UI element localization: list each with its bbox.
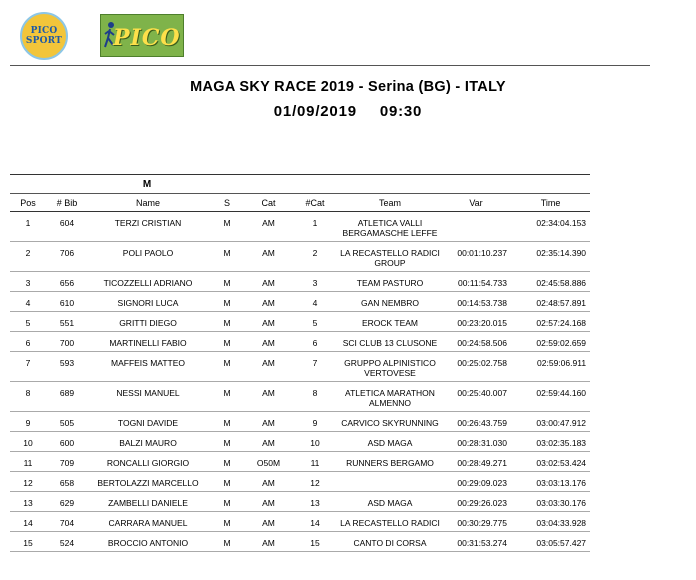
cell-name: MARTINELLI FABIO <box>109 338 187 348</box>
cell-catpos: 11 <box>310 458 320 468</box>
cell-cat: AM <box>262 498 275 508</box>
cell-var: 00:29:26.023 <box>457 498 507 508</box>
cell-bib: 610 <box>59 298 75 308</box>
cell-pos: 4 <box>25 298 31 308</box>
table-row <box>10 382 590 412</box>
cell-catpos: 10 <box>310 438 320 448</box>
cell-pos: 12 <box>23 478 33 488</box>
cell-var: 00:14:53.738 <box>457 298 507 308</box>
cell-time: 02:48:57.891 <box>536 298 587 308</box>
cell-team: ASD MAGA <box>367 498 413 508</box>
cell-var: 00:28:31.030 <box>457 438 507 448</box>
cell-name: RONCALLI GIORGIO <box>106 458 190 468</box>
cell-pos: 2 <box>25 248 31 258</box>
column-header-bib: # Bib <box>46 194 88 212</box>
cell-bib: 704 <box>59 518 75 528</box>
cell-catpos: 8 <box>312 388 318 398</box>
cell-team: GRUPPO ALPINISTICO VERTOVESE <box>344 358 436 378</box>
cell-s: M <box>223 538 231 548</box>
table-row <box>10 492 590 512</box>
logo-word: PICO <box>113 25 181 51</box>
cell-bib: 629 <box>59 498 75 508</box>
cell-cat: AM <box>262 218 275 228</box>
cell-cat: O50M <box>256 458 281 468</box>
pico-logo <box>100 14 184 57</box>
cell-team: CANTO DI CORSA <box>353 538 427 548</box>
cell-team: ASD MAGA <box>367 438 413 448</box>
cell-name: POLI PAOLO <box>122 248 174 258</box>
cell-time: 02:59:02.659 <box>536 338 587 348</box>
cell-pos: 11 <box>23 458 33 468</box>
cell-cat: AM <box>262 478 275 488</box>
cell-cat: AM <box>262 278 275 288</box>
table-row <box>10 412 590 432</box>
cell-bib: 524 <box>59 538 75 548</box>
cell-var: 00:24:58.506 <box>457 338 507 348</box>
cell-name: TERZI CRISTIAN <box>114 218 182 228</box>
cell-cat: AM <box>262 248 275 258</box>
cell-pos: 9 <box>25 418 31 428</box>
cell-cat: AM <box>262 538 275 548</box>
cell-cat: AM <box>262 358 275 368</box>
results-table <box>10 174 590 552</box>
table-row <box>10 452 590 472</box>
cell-cat: AM <box>262 518 275 528</box>
cell-time: 02:34:04.153 <box>536 218 587 228</box>
column-header-var: Var <box>441 194 511 212</box>
cell-pos: 8 <box>25 388 31 398</box>
cell-team: ATLETICA VALLI BERGAMASCHE LEFFE <box>342 218 438 238</box>
cell-name: MAFFEIS MATTEO <box>111 358 185 368</box>
cell-time: 03:02:53.424 <box>536 458 587 468</box>
cell-cat: AM <box>262 298 275 308</box>
cell-name: BROCCIO ANTONIO <box>107 538 189 548</box>
column-header-team: Team <box>339 194 441 212</box>
cell-catpos: 6 <box>312 338 318 348</box>
cell-time: 02:59:06.911 <box>537 358 587 368</box>
cell-bib: 656 <box>59 278 75 288</box>
cell-bib: 706 <box>59 248 75 258</box>
cell-var: 00:11:54.733 <box>458 278 507 288</box>
cell-team: GAN NEMBRO <box>360 298 420 308</box>
table-row <box>10 512 590 532</box>
pico-sport-logo <box>20 12 68 60</box>
table-row <box>10 292 590 312</box>
cell-team: CARVICO SKYRUNNING <box>341 418 439 428</box>
cell-bib: 551 <box>59 318 75 328</box>
cell-bib: 593 <box>59 358 75 368</box>
cell-time: 03:02:35.183 <box>536 438 587 448</box>
cell-var <box>441 212 511 242</box>
table-row <box>10 272 590 292</box>
cell-name: GRITTI DIEGO <box>119 318 177 328</box>
cell-pos: 10 <box>23 438 33 448</box>
cell-bib: 604 <box>59 218 75 228</box>
cell-var: 00:25:40.007 <box>457 388 507 398</box>
cell-cat: AM <box>262 318 275 328</box>
header-divider <box>10 65 650 66</box>
cell-team <box>339 472 441 492</box>
cell-s: M <box>223 438 231 448</box>
cell-var: 00:26:43.759 <box>457 418 507 428</box>
cell-s: M <box>223 358 231 368</box>
cell-s: M <box>223 298 231 308</box>
logo-text-line1: PICO <box>30 26 58 36</box>
column-header-pos: Pos <box>10 194 46 212</box>
cell-pos: 15 <box>23 538 33 548</box>
cell-catpos: 12 <box>310 478 320 488</box>
cell-name: BERTOLAZZI MARCELLO <box>97 478 199 488</box>
cell-var: 00:23:20.015 <box>457 318 507 328</box>
cell-var: 00:01:10.237 <box>457 248 507 258</box>
cell-catpos: 9 <box>312 418 318 428</box>
cell-s: M <box>223 478 231 488</box>
cell-catpos: 14 <box>310 518 320 528</box>
race-date: 01/09/2019 <box>273 103 357 120</box>
race-datetime <box>0 103 696 120</box>
cell-cat: AM <box>262 338 275 348</box>
cell-bib: 700 <box>59 338 75 348</box>
cell-pos: 1 <box>25 218 31 228</box>
cell-name: BALZI MAURO <box>119 438 177 448</box>
cell-bib: 658 <box>59 478 75 488</box>
cell-s: M <box>223 338 231 348</box>
cell-time: 03:05:57.427 <box>536 538 587 548</box>
cell-pos: 13 <box>23 498 33 508</box>
table-row <box>10 472 590 492</box>
cell-time: 02:45:58.886 <box>536 278 587 288</box>
cell-name: NESSI MANUEL <box>116 388 180 398</box>
cell-team: EROCK TEAM <box>361 318 419 328</box>
table-row <box>10 532 590 552</box>
cell-var: 00:30:29.775 <box>457 518 507 528</box>
cell-s: M <box>223 248 231 258</box>
cell-name: ZAMBELLI DANIELE <box>108 498 188 508</box>
cell-name: CARRARA MANUEL <box>108 518 188 528</box>
cell-team: LA RECASTELLO RADICI GROUP <box>340 248 440 268</box>
column-header-time: Time <box>511 194 590 212</box>
cell-s: M <box>223 218 231 228</box>
table-row <box>10 212 590 242</box>
cell-pos: 7 <box>25 358 31 368</box>
cell-cat: AM <box>262 438 275 448</box>
cell-var: 00:28:49.271 <box>457 458 507 468</box>
cell-time: 02:35:14.390 <box>536 248 587 258</box>
cell-s: M <box>223 278 231 288</box>
table-row <box>10 242 590 272</box>
table-row <box>10 332 590 352</box>
cell-catpos: 1 <box>312 218 318 228</box>
cell-name: TICOZZELLI ADRIANO <box>103 278 193 288</box>
cell-bib: 709 <box>59 458 75 468</box>
column-header-cat: Cat <box>246 194 291 212</box>
cell-catpos: 3 <box>312 278 318 288</box>
cell-catpos: 15 <box>310 538 320 548</box>
cell-catpos: 2 <box>312 248 318 258</box>
table-row <box>10 432 590 452</box>
race-title: MAGA SKY RACE 2019 - Serina (BG) - ITALY <box>190 79 506 95</box>
cell-catpos: 5 <box>312 318 318 328</box>
cell-catpos: 4 <box>312 298 318 308</box>
cell-time: 03:03:13.176 <box>536 478 587 488</box>
cell-s: M <box>223 518 231 528</box>
cell-time: 03:00:47.912 <box>536 418 587 428</box>
race-time: 09:30 <box>379 103 423 120</box>
cell-s: M <box>223 318 231 328</box>
cell-team: ATLETICA MARATHON ALMENNO <box>345 388 435 408</box>
cell-pos: 5 <box>25 318 31 328</box>
cell-bib: 505 <box>59 418 75 428</box>
group-label: M <box>10 175 590 194</box>
cell-pos: 14 <box>23 518 33 528</box>
column-header-catpos: #Cat <box>291 194 339 212</box>
column-header-name: Name <box>88 194 208 212</box>
logo-text-line2: SPORT <box>25 36 63 46</box>
cell-var: 00:29:09.023 <box>457 478 507 488</box>
cell-team: RUNNERS BERGAMO <box>346 458 434 468</box>
cell-var: 00:25:02.758 <box>457 358 507 368</box>
cell-time: 03:04:33.928 <box>536 518 587 528</box>
cell-name: SIGNORI LUCA <box>117 298 179 308</box>
cell-s: M <box>223 498 231 508</box>
cell-time: 02:57:24.168 <box>536 318 587 328</box>
cell-bib: 689 <box>59 388 75 398</box>
cell-time: 02:59:44.160 <box>536 388 587 398</box>
cell-s: M <box>223 388 231 398</box>
table-row <box>10 312 590 332</box>
cell-bib: 600 <box>59 438 75 448</box>
cell-team: SCI CLUB 13 CLUSONE <box>342 338 438 348</box>
cell-pos: 3 <box>25 278 31 288</box>
cell-name: TOGNI DAVIDE <box>117 418 179 428</box>
cell-team: LA RECASTELLO RADICI <box>340 518 440 528</box>
cell-catpos: 13 <box>310 498 320 508</box>
cell-time: 03:03:30.176 <box>536 498 587 508</box>
cell-var: 00:31:53.274 <box>457 538 507 548</box>
cell-s: M <box>223 418 231 428</box>
cell-cat: AM <box>262 418 275 428</box>
cell-pos: 6 <box>25 338 31 348</box>
table-row <box>10 352 590 382</box>
cell-catpos: 7 <box>312 358 318 368</box>
cell-cat: AM <box>262 388 275 398</box>
cell-team: TEAM PASTURO <box>356 278 424 288</box>
column-header-s: S <box>208 194 246 212</box>
cell-s: M <box>223 458 231 468</box>
